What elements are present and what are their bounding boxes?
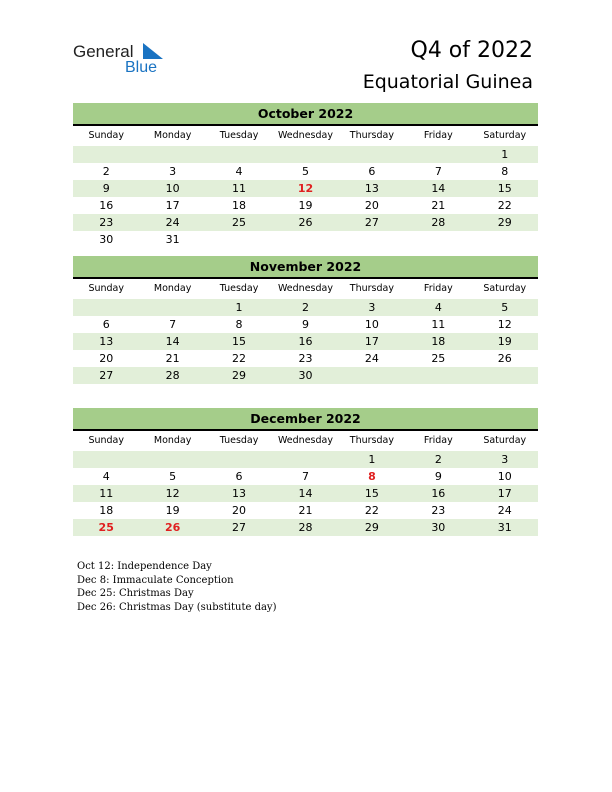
day-cell: 13 — [99, 335, 114, 348]
day-cell: 6 — [368, 165, 376, 178]
brand-logo — [73, 42, 173, 78]
empty-day-cell — [405, 146, 471, 163]
day-cell: 26 — [164, 521, 181, 534]
day-cell: 1 — [368, 453, 376, 466]
day-cell: 19 — [298, 199, 313, 212]
day-cell: 15 — [364, 487, 379, 500]
weekday-label: Sunday — [88, 283, 124, 294]
week-row — [73, 451, 538, 468]
day-cell: 11 — [99, 487, 114, 500]
day-cell: 2 — [301, 301, 309, 314]
day-cell: 28 — [298, 521, 313, 534]
day-cell: 20 — [99, 352, 114, 365]
month-title: October 2022 — [73, 103, 538, 126]
day-cell: 27 — [99, 369, 114, 382]
empty-day-cell — [139, 451, 205, 468]
weekday-label: Sunday — [88, 130, 124, 141]
day-cell: 24 — [497, 504, 512, 517]
day-cell: 13 — [364, 182, 379, 195]
empty-day-cell — [272, 146, 338, 163]
day-cell: 4 — [434, 301, 442, 314]
day-cell: 16 — [298, 335, 313, 348]
week-row — [73, 367, 538, 384]
day-cell: 11 — [431, 318, 446, 331]
day-cell: 23 — [298, 352, 313, 365]
logo-general-text: General — [73, 42, 134, 61]
day-cell: 3 — [368, 301, 376, 314]
weekday-header-row — [73, 126, 538, 146]
day-cell: 5 — [169, 470, 177, 483]
day-cell: 9 — [301, 318, 309, 331]
empty-day-cell — [139, 299, 205, 316]
month-october — [73, 103, 538, 248]
holiday-note: Dec 25: Christmas Day — [77, 588, 194, 599]
week-row — [73, 146, 538, 163]
weekday-label: Tuesday — [219, 283, 259, 294]
week-row — [73, 231, 538, 248]
day-cell: 23 — [431, 504, 446, 517]
weekday-label: Wednesday — [277, 283, 333, 294]
day-cell: 30 — [99, 233, 114, 246]
day-cell: 6 — [102, 318, 110, 331]
week-row — [73, 333, 538, 350]
weekday-label: Thursday — [349, 130, 394, 141]
weekday-label: Thursday — [349, 435, 394, 446]
day-cell: 31 — [497, 521, 512, 534]
day-cell: 2 — [434, 453, 442, 466]
day-cell: 7 — [301, 470, 309, 483]
week-row — [73, 180, 538, 197]
day-cell: 24 — [364, 352, 379, 365]
empty-day-cell — [73, 451, 139, 468]
weekday-label: Friday — [423, 435, 453, 446]
empty-day-cell — [405, 367, 471, 384]
weekday-label: Tuesday — [219, 435, 259, 446]
month-november — [73, 256, 538, 384]
day-cell: 12 — [497, 318, 512, 331]
day-cell: 2 — [102, 165, 110, 178]
holiday-note: Dec 26: Christmas Day (substitute day) — [77, 601, 277, 613]
day-cell: 22 — [364, 504, 379, 517]
day-cell: 9 — [434, 470, 442, 483]
empty-day-cell — [472, 231, 538, 248]
empty-day-cell — [405, 231, 471, 248]
day-cell: 8 — [368, 470, 376, 483]
day-cell: 10 — [364, 318, 379, 331]
week-row — [73, 299, 538, 316]
day-cell: 7 — [434, 165, 442, 178]
day-cell: 28 — [431, 216, 446, 229]
weekday-label: Wednesday — [277, 435, 333, 446]
empty-day-cell — [272, 451, 338, 468]
day-cell: 17 — [497, 487, 512, 500]
holiday-note: Dec 8: Immaculate Conception — [77, 574, 234, 586]
day-cell: 1 — [235, 301, 243, 314]
weekday-label: Friday — [423, 283, 453, 294]
empty-day-cell — [272, 231, 338, 248]
day-cell: 23 — [99, 216, 114, 229]
day-cell: 25 — [232, 216, 247, 229]
week-row — [73, 502, 538, 519]
weekday-label: Monday — [153, 130, 192, 141]
week-row — [73, 485, 538, 502]
weekday-label: Tuesday — [219, 130, 259, 141]
month-title: December 2022 — [73, 408, 538, 431]
week-row — [73, 350, 538, 367]
week-row — [73, 163, 538, 180]
day-cell: 19 — [165, 504, 180, 517]
empty-day-cell — [472, 367, 538, 384]
week-row — [73, 197, 538, 214]
holiday-notes — [77, 560, 276, 614]
empty-day-cell — [73, 299, 139, 316]
empty-day-cell — [339, 146, 405, 163]
page-subtitle: Equatorial Guinea — [362, 71, 533, 93]
day-cell: 29 — [497, 216, 512, 229]
day-cell: 19 — [497, 335, 512, 348]
week-row — [73, 519, 538, 536]
day-cell: 4 — [102, 470, 110, 483]
week-row — [73, 316, 538, 333]
day-cell: 10 — [165, 182, 180, 195]
week-row — [73, 468, 538, 485]
day-cell: 12 — [297, 182, 314, 195]
logo-blue-text: Blue — [125, 59, 158, 76]
day-cell: 22 — [497, 199, 512, 212]
weekday-label: Saturday — [483, 283, 527, 294]
empty-day-cell — [339, 231, 405, 248]
day-cell: 28 — [165, 369, 180, 382]
weekday-label: Saturday — [483, 435, 527, 446]
day-cell: 4 — [235, 165, 243, 178]
empty-day-cell — [339, 367, 405, 384]
day-cell: 9 — [102, 182, 110, 195]
day-cell: 18 — [232, 199, 247, 212]
day-cell: 27 — [364, 216, 379, 229]
day-cell: 25 — [431, 352, 446, 365]
day-cell: 14 — [298, 487, 313, 500]
day-cell: 15 — [232, 335, 247, 348]
day-cell: 25 — [98, 521, 114, 534]
empty-day-cell — [73, 146, 139, 163]
weekday-header-row — [73, 279, 538, 299]
day-cell: 21 — [431, 199, 446, 212]
weekday-header-row — [73, 431, 538, 451]
day-cell: 11 — [232, 182, 247, 195]
day-cell: 14 — [165, 335, 180, 348]
weekday-label: Monday — [153, 283, 192, 294]
weekday-label: Wednesday — [277, 130, 333, 141]
day-cell: 16 — [99, 199, 114, 212]
empty-day-cell — [206, 231, 272, 248]
day-cell: 17 — [364, 335, 379, 348]
empty-day-cell — [139, 146, 205, 163]
day-cell: 18 — [431, 335, 446, 348]
day-cell: 6 — [235, 470, 243, 483]
week-row — [73, 214, 538, 231]
day-cell: 13 — [232, 487, 247, 500]
day-cell: 15 — [497, 182, 512, 195]
weekday-label: Monday — [153, 435, 192, 446]
day-cell: 30 — [298, 369, 313, 382]
day-cell: 21 — [298, 504, 313, 517]
logo-triangle-icon — [143, 43, 163, 59]
day-cell: 16 — [431, 487, 446, 500]
day-cell: 26 — [298, 216, 313, 229]
day-cell: 21 — [165, 352, 180, 365]
day-cell: 8 — [235, 318, 243, 331]
day-cell: 17 — [165, 199, 180, 212]
day-cell: 12 — [165, 487, 180, 500]
weekday-label: Friday — [423, 130, 453, 141]
weekday-label: Sunday — [88, 435, 124, 446]
month-december — [73, 408, 538, 536]
day-cell: 5 — [301, 165, 309, 178]
day-cell: 8 — [501, 165, 509, 178]
empty-day-cell — [206, 146, 272, 163]
day-cell: 10 — [497, 470, 512, 483]
day-cell: 31 — [165, 233, 180, 246]
day-cell: 26 — [497, 352, 512, 365]
day-cell: 18 — [99, 504, 114, 517]
month-title: November 2022 — [73, 256, 538, 279]
day-cell: 3 — [501, 453, 509, 466]
day-cell: 1 — [501, 148, 509, 161]
day-cell: 20 — [232, 504, 247, 517]
day-cell: 27 — [232, 521, 247, 534]
day-cell: 29 — [364, 521, 379, 534]
day-cell: 14 — [431, 182, 446, 195]
day-cell: 3 — [169, 165, 177, 178]
weekday-label: Saturday — [483, 130, 527, 141]
day-cell: 22 — [232, 352, 247, 365]
day-cell: 20 — [364, 199, 379, 212]
empty-day-cell — [206, 451, 272, 468]
day-cell: 30 — [431, 521, 446, 534]
day-cell: 24 — [165, 216, 180, 229]
day-cell: 29 — [232, 369, 247, 382]
day-cell: 5 — [501, 301, 509, 314]
holiday-note: Oct 12: Independence Day — [77, 561, 212, 572]
weekday-label: Thursday — [349, 283, 394, 294]
page-title: Q4 of 2022 — [410, 38, 533, 63]
day-cell: 7 — [169, 318, 177, 331]
